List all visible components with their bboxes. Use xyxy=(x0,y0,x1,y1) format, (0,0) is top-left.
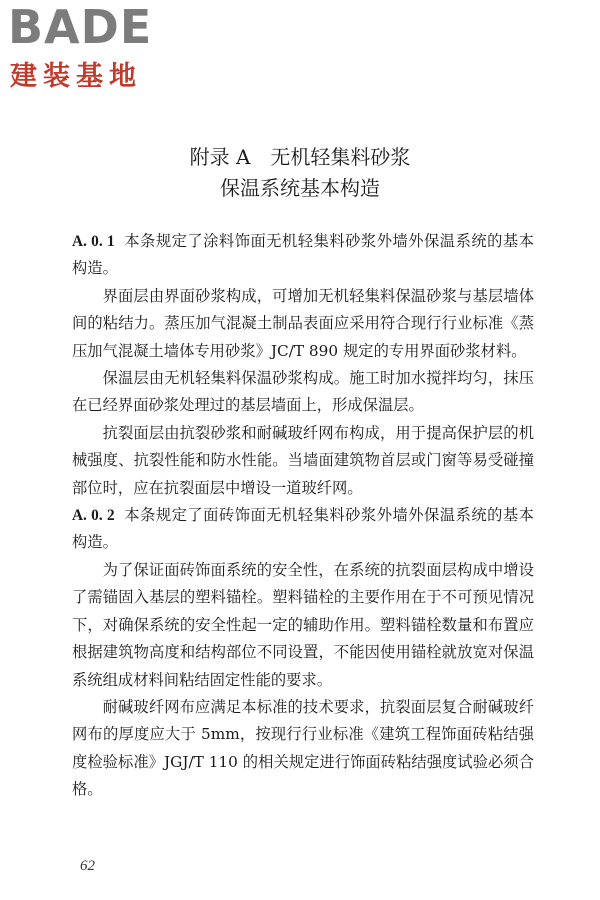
body-paragraph: 保温层由无机轻集料保温砂浆构成。施工时加水搅拌均匀，抹压在已经界面砂浆处理过的基层墙面上，形成保温层。 xyxy=(72,369,534,415)
body-paragraph: 耐碱玻纤网布应满足本标准的技术要求，抗裂面层复合耐碱玻纤网布的厚度应大于 5mm，按现行行业标准《建筑工程饰面砖粘结强度检验标准》JGJ/T 110 的相关规定进行饰面砖粘结强度试验必须合格。 xyxy=(72,697,534,799)
logo-subtitle-text: 建装基地 xyxy=(10,61,142,92)
clause-paragraph xyxy=(72,228,534,283)
clause-number: A. 0. 2 xyxy=(72,507,115,525)
clause-number: A. 0. 1 xyxy=(72,233,115,250)
body-paragraph: 为了保证面砖饰面系统的安全性，在系统的抗裂面层构成中增设了需锚固入基层的塑料锚栓。塑料锚栓的主要作用在于不可预见情况下，对确保系统的安全性起一定的辅助作用。塑料锚栓数量和布置应根据建筑物高度和结构部位不同设置，不能因使用锚栓就放宽对保温系统组成材料间粘结固定性能的要求。 xyxy=(72,560,534,689)
appendix-title: 附录 A 无机轻集料砂浆 xyxy=(189,145,411,169)
clause-text: 本条规定了涂料饰面无机轻集料砂浆外墙外保温系统的基本构造。 xyxy=(72,232,534,278)
body-paragraph: 界面层由界面砂浆构成，可增加无机轻集料保温砂浆与基层墙体间的粘结力。蒸压加气混凝土制品表面应采用符合现行行业标准《蒸压加气混凝土墙体专用砂浆》JC/T 890 规定的专用界面砂浆材料。 xyxy=(72,286,534,360)
watermark-logo xyxy=(8,0,183,94)
logo-brand-text: BADE xyxy=(8,0,153,54)
clause-text: 本条规定了面砖饰面无机轻集料砂浆外墙外保温系统的基本构造。 xyxy=(72,506,534,552)
clause-paragraph xyxy=(72,502,534,557)
document-body xyxy=(72,228,534,804)
body-paragraph: 抗裂面层由抗裂砂浆和耐碱玻纤网布构成，用于提高保护层的机械强度、抗裂性能和防水性能。当墙面建筑物首层或门窗等易受碰撞部位时，应在抗裂面层中增设一道玻纤网。 xyxy=(72,423,534,497)
page-number: 62 xyxy=(80,858,95,874)
appendix-subtitle: 保温系统基本构造 xyxy=(220,176,380,200)
